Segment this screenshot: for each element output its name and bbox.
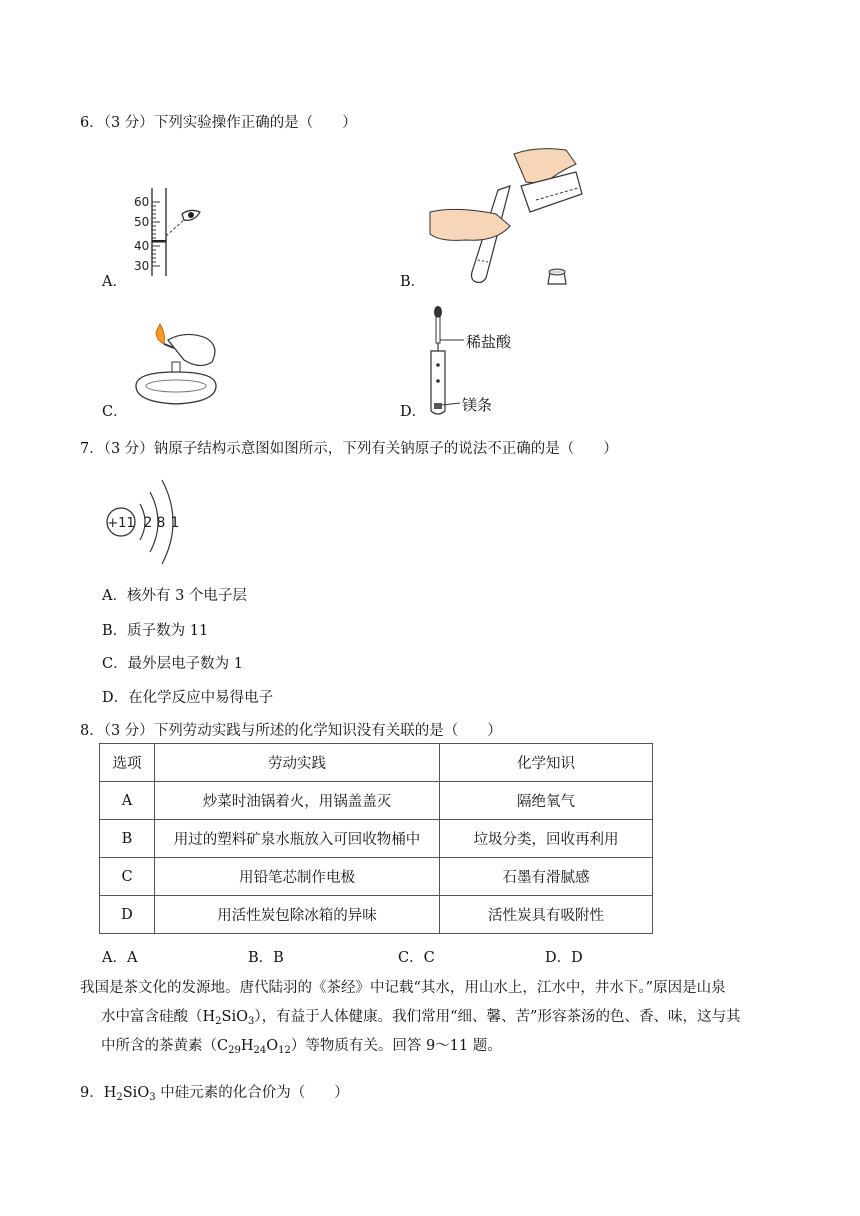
table-cell: 活性炭具有吸附性 — [440, 896, 653, 934]
shell-2-electrons: 8 — [156, 515, 166, 531]
table-cell: C — [100, 858, 155, 896]
nucleus-charge: +11 — [107, 516, 135, 531]
q7-sodium-atom-diagram — [100, 474, 190, 574]
q7-option-a: A．核外有 3 个电子层 — [102, 588, 247, 604]
q6-stem: 6．（3 分）下列实验操作正确的是（ ） — [80, 115, 357, 131]
q7-option-d: D．在化学反应中易得电子 — [102, 690, 274, 706]
table-row — [100, 782, 653, 820]
table-cell: 用活性炭包除冰箱的异味 — [155, 896, 440, 934]
table-cell: 石墨有滑腻感 — [440, 858, 653, 896]
passage-line-2: 水中富含硅酸$(H_2SiO_3)$，有益于人体健康。我们常用“细、馨、苦”形容茶汤的色、香、味，这与其 — [101, 1009, 741, 1027]
table-cell: 炒菜时油锅着火，用锅盖盖灭 — [155, 782, 440, 820]
q8-option-d: D．D — [545, 950, 583, 966]
table-row — [100, 858, 653, 896]
cylinder-tick-50: 50 — [134, 215, 150, 229]
table-cell: 隔绝氧气 — [440, 782, 653, 820]
tea-passage — [80, 974, 802, 1061]
table-cell: A — [100, 782, 155, 820]
q6-figure-a-cylinder — [122, 184, 212, 288]
table-cell: 用铅笔芯制作电极 — [155, 858, 440, 896]
q6-figure-b-pouring — [426, 142, 586, 291]
table-row — [100, 820, 653, 858]
passage-line-3: 中所含的茶黄素$(C_{29}H_{24}O_{12})$等物质有关。回答 9～11 题。 — [101, 1038, 502, 1056]
table-header-cell: 劳动实践 — [155, 744, 440, 782]
cylinder-tick-60: 60 — [134, 195, 150, 209]
q8-option-a: A．A — [102, 950, 138, 966]
q7-option-b: B．质子数为 11 — [102, 623, 209, 639]
table-cell: D — [100, 896, 155, 934]
q6-option-d: D． — [400, 404, 427, 420]
q9-stem: 9．$H_2SiO_3$ 中硅元素的化合价为（ ） — [80, 1085, 349, 1103]
q8-table — [99, 743, 653, 934]
table-header-cell: 化学知识 — [440, 744, 653, 782]
q6-figure-c-alcohol-lamps — [126, 318, 226, 414]
table-header-cell: 选项 — [100, 744, 155, 782]
q7-stem: 7．（3 分）钠原子结构示意图如图所示，下列有关钠原子的说法不正确的是（ ） — [80, 441, 618, 457]
table-header-row — [100, 744, 653, 782]
table-cell: 用过的塑料矿泉水瓶放入可回收物桶中 — [155, 820, 440, 858]
q8-stem: 8．（3 分）下列劳动实践与所述的化学知识没有关联的是（ ） — [80, 723, 502, 739]
q6-option-b: B． — [400, 274, 426, 290]
q8-option-b: B．B — [248, 950, 284, 966]
cylinder-tick-40: 40 — [134, 239, 150, 253]
q8-option-c: C．C — [398, 950, 435, 966]
q6-option-a: A． — [102, 274, 127, 290]
q6-option-c: C． — [102, 404, 128, 420]
passage-line-1: 我国是茶文化的发源地。唐代陆羽的《茶经》中记载“其水，用山水上，江水中，井水下。”原因是山泉 — [80, 980, 726, 996]
shell-1-electrons: 2 — [143, 515, 153, 531]
shell-3-electrons: 1 — [170, 515, 180, 531]
eye-icon — [188, 212, 194, 218]
label-dilute-hydrochloric-acid: 稀盐酸 — [466, 333, 512, 351]
table-cell: 垃圾分类，回收再利用 — [440, 820, 653, 858]
cylinder-tick-30: 30 — [134, 259, 150, 273]
q7-option-c: C．最外层电子数为 1 — [102, 656, 243, 672]
table-cell: B — [100, 820, 155, 858]
table-row — [100, 896, 653, 934]
label-magnesium-strip: 镁条 — [462, 396, 493, 414]
